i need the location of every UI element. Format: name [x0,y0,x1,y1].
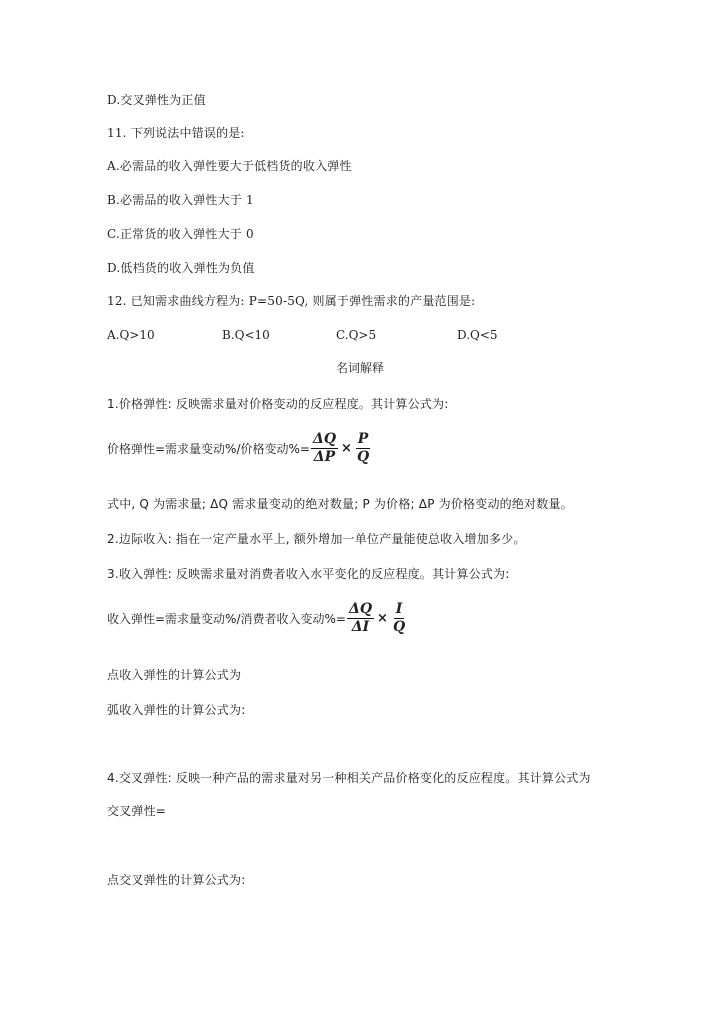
denominator: Q [356,449,370,465]
term-3-income-elasticity: 3.收入弹性: 反映需求量对消费者收入水平变化的反应程度。其计算公式为: [107,567,510,581]
option-d-cross-elasticity: D.交叉弹性为正值 [107,93,206,107]
section-title: 名词解释 [335,361,384,375]
numerator: P [357,431,369,447]
term-2-marginal-revenue: 2.边际收入: 指在一定产量水平上, 额外增加一单位产量能使总收入增加多少。 [107,532,526,546]
term-1-price-elasticity: 1.价格弹性: 反映需求量对价格变动的反应程度。其计算公式为: [107,397,449,411]
formula-prefix: 收入弹性=需求量变动%/消费者收入变动%= [107,612,346,626]
question-11-option-b: B.必需品的收入弹性大于 1 [107,193,254,207]
point-income-elasticity-label: 点收入弹性的计算公式为 [107,668,242,682]
formula-prefix: 价格弹性=需求量变动%/价格变动%= [107,442,310,456]
question-12-option-a: A.Q>10 [107,328,155,342]
point-cross-elasticity-label: 点交叉弹性的计算公式为: [107,873,246,887]
arc-income-elasticity-label: 弧收入弹性的计算公式为: [107,703,246,717]
question-11-option-d: D.低档货的收入弹性为负值 [107,261,255,275]
fraction-dq-dp [311,432,338,465]
question-11-option-a: A.必需品的收入弹性要大于低档货的收入弹性 [107,159,352,173]
numerator: ΔQ [312,431,337,447]
numerator: I [395,601,403,617]
question-12-option-c: C.Q>5 [336,328,377,342]
question-12-option-b: B.Q<10 [222,328,270,342]
question-12-option-d: D.Q<5 [457,328,498,342]
denominator: ΔP [313,449,336,465]
question-12: 12. 已知需求曲线方程为: P=50-5Q, 则属于弹性需求的产量范围是: [107,294,476,308]
cross-elasticity-formula-label: 交叉弹性= [107,804,167,818]
price-elasticity-formula [107,432,372,465]
term-1-variable-definitions: 式中, Q 为需求量; ΔQ 需求量变动的绝对数量; P 为价格; ΔP 为价格变动的绝对数量。 [107,497,573,511]
fraction-p-q [355,432,371,465]
denominator: Q [392,619,406,635]
fraction-dq-di [347,602,374,635]
question-11: 11. 下列说法中错误的是: [107,126,245,140]
multiply-sign: × [341,441,352,456]
fraction-i-q [391,602,407,635]
question-11-option-c: C.正常货的收入弹性大于 0 [107,227,254,241]
term-4-cross-elasticity: 4.交叉弹性: 反映一种产品的需求量对另一种相关产品价格变化的反应程度。其计算公式为 [107,771,591,785]
denominator: ΔI [351,619,370,635]
numerator: ΔQ [348,601,373,617]
income-elasticity-formula [107,602,408,635]
multiply-sign: × [377,611,388,626]
